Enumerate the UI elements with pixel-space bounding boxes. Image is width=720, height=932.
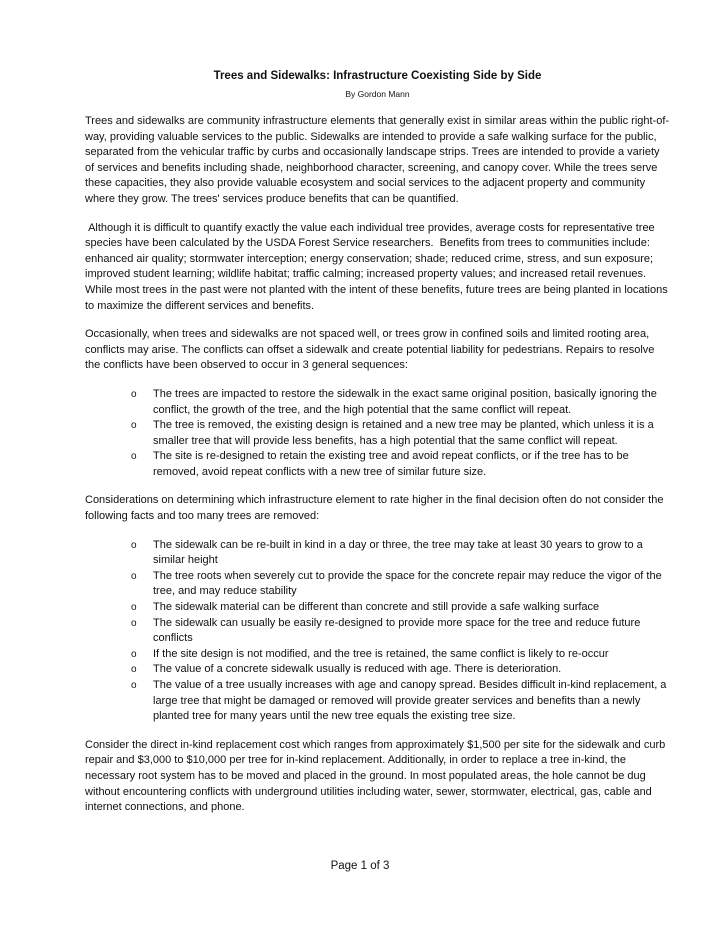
paragraph: Although it is difficult to quantify exactly the value each individual tree provides, average costs for representative tree species have been calculated by the USDA Forest Service researchers. Benefits from trees to communities include: enhanced air quality; stormwater interception; energy conservation; shade; reduced crime, stress, and sun exposure; improved student learning; wildlife habitat; traffic calming; increased property values; and increased retail revenues. While most trees in the past were not planted with the intent of these benefits, future trees are being planted in locations to maximize the different services and benefits. bbox=[85, 221, 671, 312]
list-item bbox=[131, 616, 670, 647]
repair-sequence-list bbox=[85, 387, 670, 481]
list-item bbox=[131, 538, 670, 569]
list-item-text: The sidewalk can usually be easily re-designed to provide more space for the tree and reduce future conflicts bbox=[153, 616, 641, 645]
author-byline: By Gordon Mann bbox=[345, 89, 410, 99]
bullet-icon: o bbox=[131, 420, 137, 432]
list-item-text: If the site design is not modified, and the tree is retained, the same conflict is likely to re-occur bbox=[153, 647, 609, 660]
paragraph: Considerations on determining which infrastructure element to rate higher in the final decision often do not consider the following facts and too many trees are removed: bbox=[85, 494, 664, 523]
paragraph: Trees and sidewalks are community infrastructure elements that generally exist in similar areas within the public right-of-way, providing valuable services to the public. Sidewalks are intended to provide a safe walking surface for the public, separated from the vehicular traffic by curbs and occasionally landscape strips. Trees are intended to provide a variety of services and benefits including shade, neighborhood character, screening, and canopy cover. While the trees serve these capacities, they also provide valuable ecosystem and social services to the adjacent property and community where they grow. The trees' services produce benefits that can be quantified. bbox=[85, 115, 670, 205]
bullet-icon: o bbox=[131, 617, 137, 629]
list-item bbox=[131, 387, 670, 418]
bullet-icon: o bbox=[131, 602, 137, 614]
list-item bbox=[131, 678, 670, 725]
list-item bbox=[131, 449, 670, 480]
list-item-text: The value of a concrete sidewalk usually is reduced with age. There is deterioration. bbox=[153, 663, 562, 676]
paragraph: Consider the direct in-kind replacement cost which ranges from approximately $1,500 per site for the sidewalk and curb repair and $3,000 to $10,000 per tree for in-kind replacement. Additionally, in order to replace a tree in-kind, the necessary root system has to be moved and placed in the ground. In most populated areas, the hole cannot be dug without encountering conflicts with underground utilities including water, sewer, stormwater, electrical, gas, cable and internet connections, and phone. bbox=[85, 738, 666, 814]
list-item bbox=[131, 662, 670, 678]
bullet-icon: o bbox=[131, 539, 137, 551]
list-item-text: The sidewalk material can be different than concrete and still provide a safe walking surface bbox=[153, 601, 600, 614]
list-item-text: The site is re-designed to retain the existing tree and avoid repeat conflicts, or if the tree has to be removed, avoid repeat conflicts with a new tree of similar future size. bbox=[153, 450, 629, 478]
list-item-text: The tree roots when severely cut to provide the space for the concrete repair may reduce the vigor of the tree, and may reduce stability bbox=[153, 569, 662, 598]
list-item bbox=[131, 600, 670, 616]
list-item bbox=[131, 569, 670, 600]
document-title: Trees and Sidewalks: Infrastructure Coexisting Side by Side bbox=[213, 70, 542, 82]
considerations-list bbox=[85, 538, 670, 725]
list-item bbox=[131, 418, 670, 449]
page-number: Page 1 of 3 bbox=[330, 860, 390, 872]
list-item-text: The tree is removed, the existing design is retained and a new tree may be planted, which unless it is a smaller tree that will provide less benefits, has a high potential that the same conflict will repeat. bbox=[153, 419, 654, 447]
list-item-text: The trees are impacted to restore the sidewalk in the exact same original position, basically ignoring the conflict, the growth of the tree, and the high potential that the same conflict will repeat. bbox=[153, 387, 657, 416]
list-item-text: The sidewalk can be re-built in kind in a day or three, the tree may take at least 30 years to grow to a similar height bbox=[153, 538, 643, 567]
bullet-icon: o bbox=[131, 570, 137, 582]
paragraph: Occasionally, when trees and sidewalks are not spaced well, or trees grow in confined soils and limited rooting area, conflicts may arise. The conflicts can offset a sidewalk and create potential liability for pedestrians. Repairs to resolve the conflicts have been observed to occur in 3 general sequences: bbox=[85, 328, 655, 372]
list-item-text: The value of a tree usually increases with age and canopy spread. Besides difficult in-kind replacement, a large tree that might be damaged or removed will provide greater services and benefits than a newly planted tree for many years until the new tree equals the existing tree size. bbox=[153, 679, 667, 723]
bullet-icon: o bbox=[131, 664, 137, 676]
bullet-icon: o bbox=[131, 388, 137, 400]
bullet-icon: o bbox=[131, 648, 137, 660]
bullet-icon: o bbox=[131, 451, 137, 463]
list-item bbox=[131, 647, 670, 663]
bullet-icon: o bbox=[131, 680, 137, 691]
